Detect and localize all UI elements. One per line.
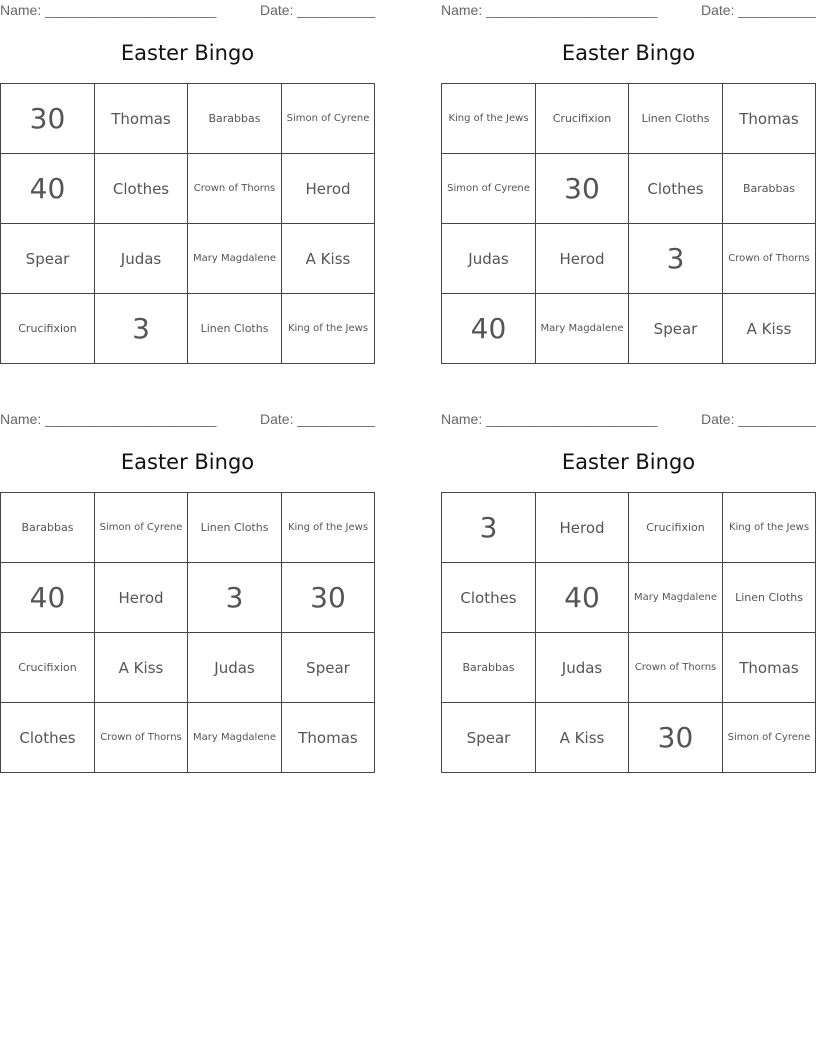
bingo-cell: 30 [629, 703, 723, 773]
bingo-cell: Herod [95, 563, 188, 633]
bingo-cell: Crucifixion [1, 294, 95, 364]
bingo-cell: Linen Cloths [188, 493, 282, 563]
date-field[interactable]: Date: __________ [260, 411, 376, 427]
bingo-cell: 3 [629, 224, 723, 294]
bingo-cell: Barabbas [188, 84, 282, 154]
bingo-cell: Crucifixion [1, 633, 95, 703]
name-field[interactable]: Name: ______________________ [441, 2, 658, 18]
bingo-cell: Spear [442, 703, 536, 773]
bingo-cell: Clothes [629, 154, 723, 224]
bingo-cell: Judas [188, 633, 282, 703]
bingo-cell: 40 [1, 154, 95, 224]
bingo-card-2 [441, 0, 816, 345]
bingo-cell: 30 [536, 154, 629, 224]
date-field[interactable]: Date: __________ [701, 411, 816, 427]
bingo-card-1 [0, 0, 376, 345]
bingo-cell: 40 [442, 294, 536, 364]
bingo-cell: Simon of Cyrene [282, 84, 375, 154]
bingo-cell: Spear [282, 633, 375, 703]
bingo-cell: Linen Cloths [629, 84, 723, 154]
bingo-cell: Herod [282, 154, 375, 224]
bingo-cell: Barabbas [723, 154, 816, 224]
card-header [0, 0, 375, 20]
bingo-cell: Simon of Cyrene [95, 493, 188, 563]
bingo-card-3 [0, 409, 376, 747]
bingo-cell: 30 [1, 84, 95, 154]
bingo-cell: Herod [536, 224, 629, 294]
bingo-cell: Clothes [95, 154, 188, 224]
bingo-cell: Mary Magdalene [629, 563, 723, 633]
bingo-cell: Simon of Cyrene [723, 703, 816, 773]
bingo-cell: Linen Cloths [723, 563, 816, 633]
bingo-cell: King of the Jews [442, 84, 536, 154]
bingo-cell: King of the Jews [723, 493, 816, 563]
bingo-cell: 3 [95, 294, 188, 364]
bingo-cell: Clothes [442, 563, 536, 633]
bingo-cell: Crown of Thorns [629, 633, 723, 703]
bingo-cell: Spear [629, 294, 723, 364]
bingo-cell: Spear [1, 224, 95, 294]
bingo-cell: A Kiss [282, 224, 375, 294]
date-field[interactable]: Date: __________ [701, 2, 816, 18]
bingo-grid [441, 83, 816, 364]
bingo-cell: Linen Cloths [188, 294, 282, 364]
bingo-cell: A Kiss [723, 294, 816, 364]
card-title: Easter Bingo [120, 450, 255, 474]
bingo-cell: Herod [536, 493, 629, 563]
bingo-cell: Crucifixion [536, 84, 629, 154]
bingo-cell: Thomas [723, 633, 816, 703]
bingo-card-4 [441, 409, 816, 754]
bingo-cell: Thomas [282, 703, 375, 773]
bingo-cell: A Kiss [95, 633, 188, 703]
bingo-grid [441, 492, 816, 773]
bingo-cell: Crown of Thorns [95, 703, 188, 773]
bingo-cell: Mary Magdalene [536, 294, 629, 364]
bingo-cell: A Kiss [536, 703, 629, 773]
bingo-cell: Crown of Thorns [723, 224, 816, 294]
bingo-cell: 30 [282, 563, 375, 633]
name-field[interactable]: Name: ______________________ [441, 411, 658, 427]
bingo-cell: Barabbas [442, 633, 536, 703]
card-header [441, 0, 816, 20]
card-header [0, 409, 375, 429]
bingo-cell: Mary Magdalene [188, 703, 282, 773]
bingo-cell: Clothes [1, 703, 95, 773]
bingo-cell: King of the Jews [282, 493, 375, 563]
bingo-cell: Barabbas [1, 493, 95, 563]
card-title: Easter Bingo [561, 41, 696, 65]
bingo-cell: Judas [442, 224, 536, 294]
bingo-cell: Crown of Thorns [188, 154, 282, 224]
card-title: Easter Bingo [561, 450, 696, 474]
name-field[interactable]: Name: ______________________ [0, 411, 217, 427]
bingo-cell: Mary Magdalene [188, 224, 282, 294]
bingo-cell: Crucifixion [629, 493, 723, 563]
bingo-cell: Thomas [723, 84, 816, 154]
bingo-cell: Simon of Cyrene [442, 154, 536, 224]
card-header [441, 409, 816, 429]
bingo-cell: 3 [188, 563, 282, 633]
bingo-grid [0, 83, 375, 364]
date-field[interactable]: Date: __________ [260, 2, 376, 18]
bingo-cell: 40 [1, 563, 95, 633]
bingo-cell: Judas [536, 633, 629, 703]
bingo-cell: King of the Jews [282, 294, 375, 364]
card-title: Easter Bingo [120, 41, 255, 65]
bingo-cell: 40 [536, 563, 629, 633]
bingo-cell: Judas [95, 224, 188, 294]
bingo-cell: Thomas [95, 84, 188, 154]
name-field[interactable]: Name: ______________________ [0, 2, 217, 18]
bingo-grid [0, 492, 375, 773]
bingo-cell: 3 [442, 493, 536, 563]
